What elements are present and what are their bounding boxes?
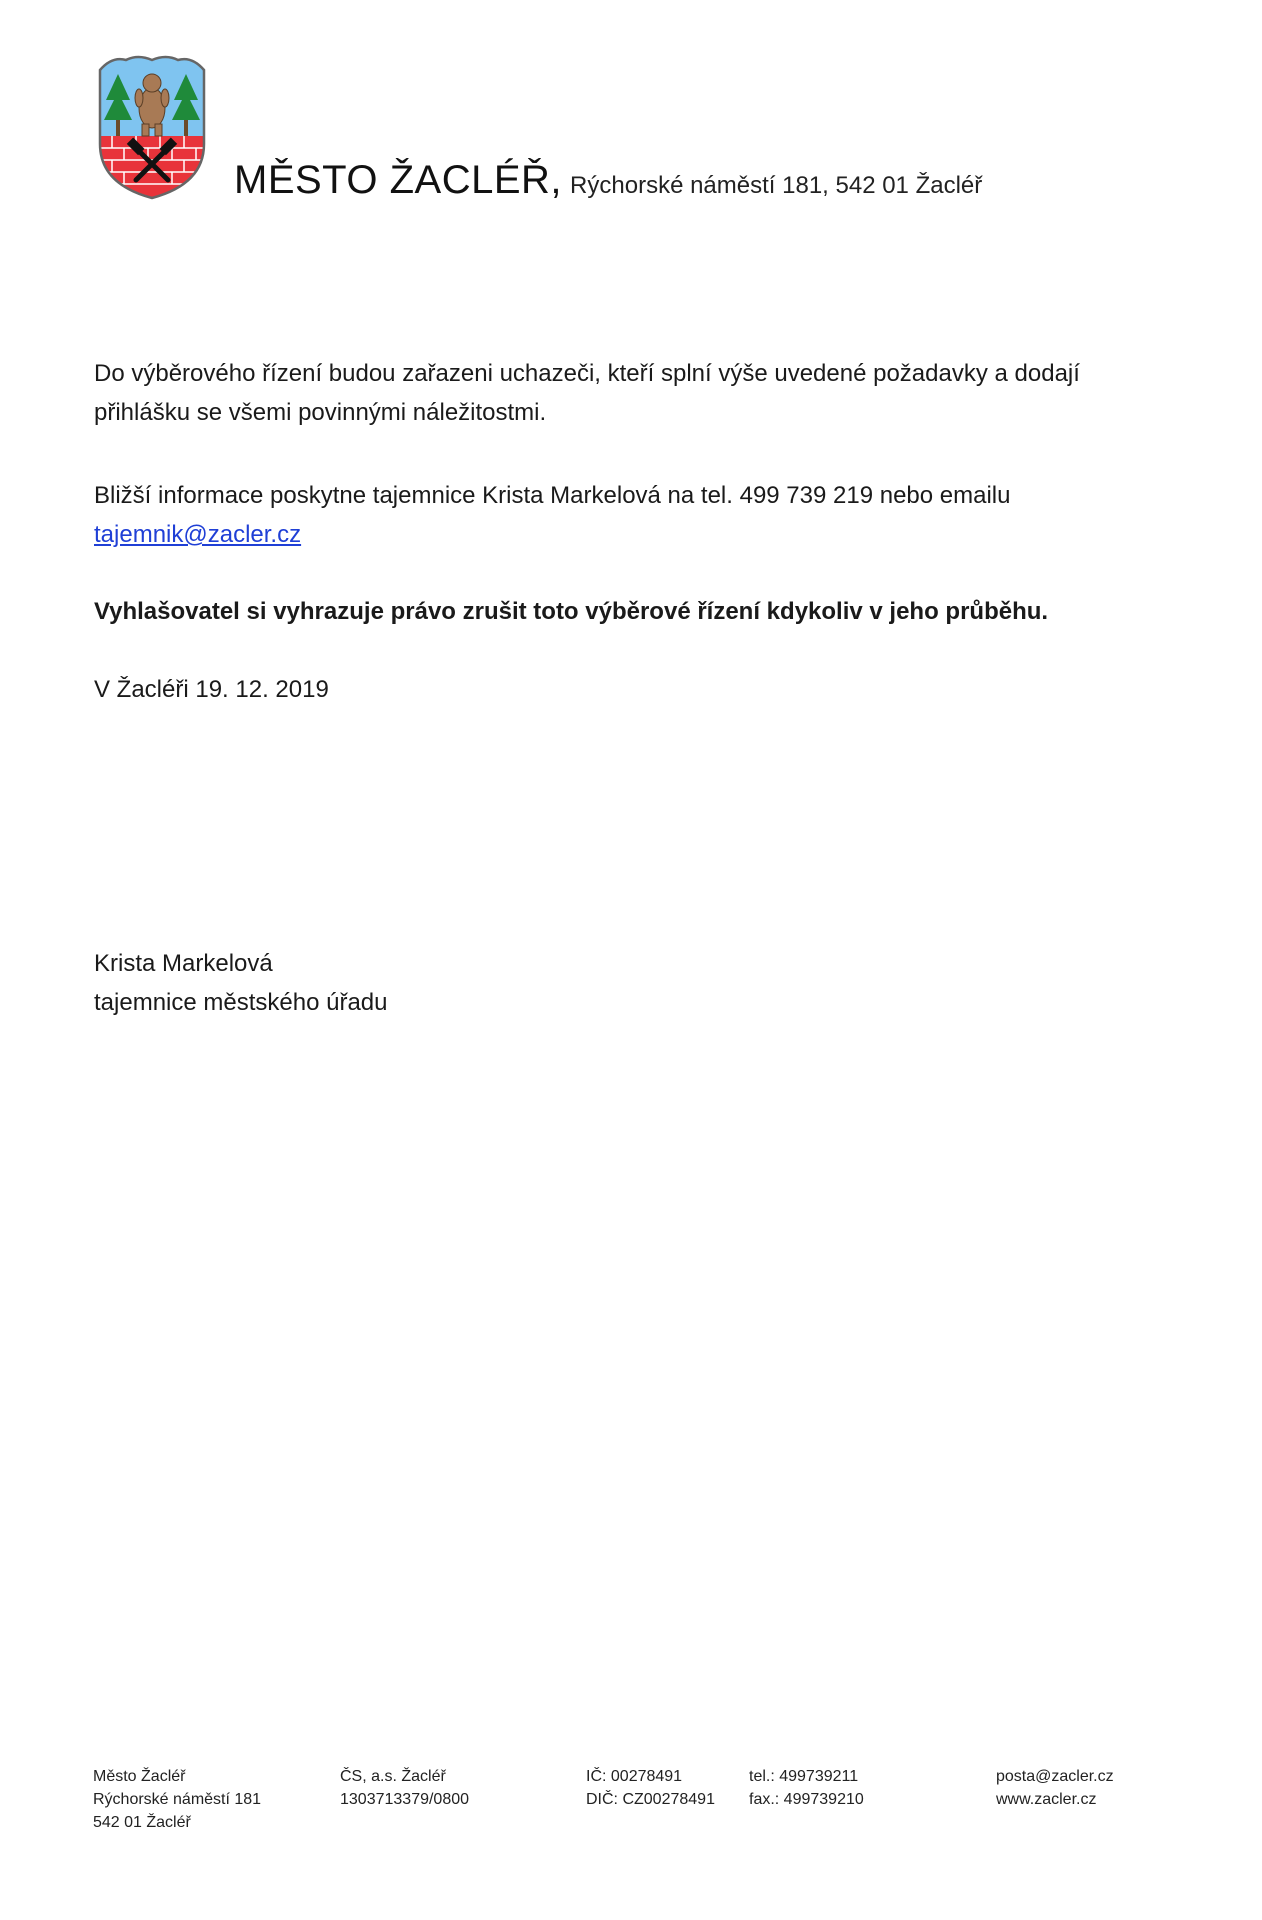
signature-title: tajemnice městského úřadu	[94, 989, 388, 1016]
email-link[interactable]: tajemnik@zacler.cz	[94, 521, 302, 548]
footer-line: DIČ: CZ00278491	[586, 1791, 715, 1808]
footer-line: ČS, a.s. Žacléř	[340, 1768, 446, 1785]
footer-line: Rýchorské náměstí 181	[93, 1791, 262, 1808]
footer-line: Město Žacléř	[93, 1768, 186, 1785]
paragraph-reservation: Vyhlašovatel si vyhrazuje právo zrušit toto výběrové řízení kdykoliv v jeho průběhu.	[94, 598, 1049, 625]
footer-website[interactable]: www.zacler.cz	[996, 1791, 1097, 1808]
signature-name: Krista Markelová	[94, 950, 273, 977]
footer-bank	[340, 1765, 469, 1811]
footer-web	[996, 1765, 1114, 1811]
paragraph-contact	[94, 476, 1174, 554]
footer-email[interactable]: posta@zacler.cz	[996, 1768, 1114, 1785]
town-name: MĚSTO ŽACLÉŘ,	[234, 158, 563, 202]
footer-ids	[586, 1765, 715, 1811]
town-address: Rýchorské náměstí 181, 542 01 Žacléř	[570, 172, 983, 199]
footer-address	[93, 1765, 261, 1834]
contact-text: Bližší informace poskytne tajemnice Krista Markelová na tel. 499 739 219 nebo emailu	[94, 482, 1011, 509]
footer-line: IČ: 00278491	[586, 1768, 683, 1785]
footer-line: fax.: 499739210	[749, 1791, 864, 1808]
date-line: V Žacléři 19. 12. 2019	[94, 676, 329, 703]
letterhead	[234, 158, 982, 203]
footer-line: 1303713379/0800	[340, 1791, 470, 1808]
footer-phone	[749, 1765, 864, 1811]
paragraph-requirements: Do výběrového řízení budou zařazeni uchazeči, kteří splní výše uvedené požadavky a dodají přihlášku se všemi povinnými náležitostmi.	[94, 360, 1080, 426]
signature-block	[94, 944, 1174, 1022]
footer-line: 542 01 Žacléř	[93, 1814, 191, 1831]
footer-line: tel.: 499739211	[749, 1768, 859, 1785]
coat-of-arms-icon	[92, 52, 212, 200]
